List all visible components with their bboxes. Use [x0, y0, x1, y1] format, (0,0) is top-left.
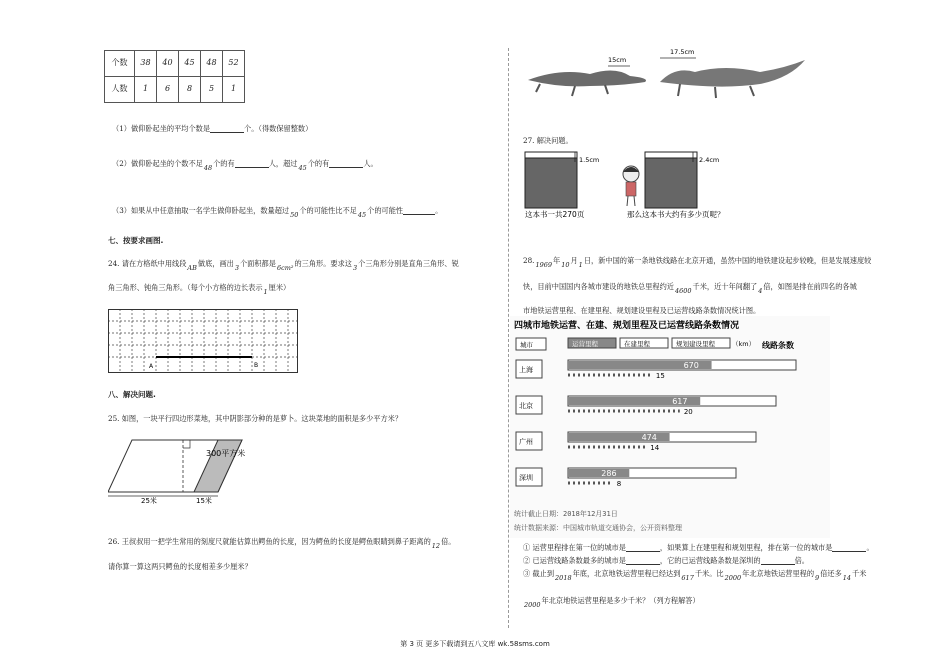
metro-chart	[510, 316, 830, 538]
q28-text: 千米，近十年间翻了	[692, 282, 758, 291]
book1-height: 1.5cm	[579, 156, 600, 164]
grid-paper[interactable]	[108, 309, 298, 373]
q28-sub-text: 。	[866, 543, 874, 552]
q28-num: 4600	[674, 287, 692, 295]
chart-title: 四城市地铁运营、在建、规划里程及已运营线路条数情况	[514, 321, 740, 331]
q28-sub-text: 倍还多	[820, 569, 842, 578]
q1-text: （1）做仰卧起坐的平均个数是	[112, 124, 211, 133]
q28-num: 2000	[524, 601, 541, 609]
city-label: 广州	[519, 438, 533, 446]
question-28	[523, 256, 923, 269]
q24-text: 个三角形分别是直角三角形、锐	[358, 259, 459, 268]
operating-bar	[568, 469, 629, 477]
legend-lines: 线路条数	[762, 341, 794, 350]
point-a-label: A	[149, 363, 154, 370]
table-people-cell: 8	[179, 77, 201, 103]
q24-text: 做底，画出	[197, 259, 234, 268]
city-label: 深圳	[519, 474, 533, 482]
city-label: 上海	[519, 366, 533, 374]
table-header-label: 个数	[105, 51, 135, 77]
question-3	[112, 206, 443, 219]
bar-value-label: 286	[601, 469, 617, 478]
table-row-label: 人数	[105, 77, 135, 103]
q2-text: 人，超过	[268, 159, 298, 168]
q28-sub2	[523, 556, 809, 565]
q28-text: 28.	[523, 256, 535, 265]
legend-unit: （km）	[732, 340, 756, 348]
q28-text: 年	[552, 256, 561, 265]
q24-text: 的三角形。要求这	[294, 259, 352, 268]
q2-text: 个的有	[213, 159, 235, 168]
q26-text: 26. 王叔叔用一把学生常用的刻度尺就能估算出鳄鱼的长度，因为鳄鱼的长度是鳄鱼眼睛到鼻子距离的	[108, 537, 431, 546]
point-b-label: B	[254, 362, 259, 369]
q24-text: 厘米）	[268, 283, 291, 292]
city-label: 北京	[519, 402, 533, 410]
bar-value-label: 474	[641, 433, 657, 442]
q28-sub-text: ③ 截止到	[523, 569, 555, 578]
question-27: 27. 解决问题。	[523, 136, 573, 145]
crocodile-images	[520, 46, 810, 111]
question-26	[108, 537, 503, 550]
q28-sub-text: 千米	[852, 569, 867, 578]
q3-text: （3）如果从中任意抽取一名学生做仰卧起坐，数量超过	[112, 206, 290, 215]
q28-text: 日，新中国的第一条地铁线路在北京开通，虽然中国的地铁建设起步较晚，但是发展速度较	[583, 256, 872, 265]
q2-text: 个的有	[307, 159, 330, 168]
question-1	[112, 124, 312, 133]
q28-sub-text: 年北京地铁运营里程是多少千米？（列方程解答）	[541, 596, 700, 605]
answer-blank[interactable]	[761, 556, 795, 565]
crocodile-2-icon	[660, 48, 805, 98]
q2-text: 人。	[363, 159, 378, 168]
answer-blank[interactable]	[210, 124, 244, 133]
question-26-line2: 请你算一算这两只鳄鱼的长度相差多少厘米？	[108, 562, 252, 571]
bar-value-label: 670	[683, 361, 699, 370]
q28-text: 快，目前中国国内各城市建设的地铁总里程约近	[523, 282, 674, 291]
q28-sub1	[523, 543, 933, 552]
parallelogram-figure	[108, 436, 248, 506]
croc1-measure: 15cm	[608, 56, 627, 64]
q26-text: 倍。	[441, 537, 456, 546]
crocodile-1-icon	[528, 56, 646, 96]
line-count-label: 15	[655, 372, 665, 380]
section-7-heading: 七、按要求画图.	[108, 236, 164, 245]
q28-num: 1	[578, 261, 583, 269]
question-28-line2	[523, 282, 923, 295]
q28-text: 倍，如图是排在前四名的各城	[763, 282, 857, 291]
q28-num: 10	[561, 261, 570, 269]
book2-height: 2.4cm	[699, 156, 720, 164]
q28-text: 月	[570, 256, 578, 265]
table-count-cell: 48	[201, 51, 223, 77]
q28-sub-text: 倍。	[794, 556, 809, 565]
q3-text: 个的可能性	[367, 206, 404, 215]
q24-num: 3	[353, 264, 358, 272]
question-25: 25. 如图，一块平行四边形菜地，其中阴影部分种的是萝卜。这块菜地的面积是多少平方米？	[108, 414, 403, 423]
q28-sub-text: ① 运营里程排在第一位的城市是	[523, 543, 626, 552]
q28-num: 2000	[724, 574, 742, 582]
q24-text: 角三角形、钝角三角形。（每个小方格的边长表示	[108, 283, 263, 292]
book1-caption: 这本书一共270页	[525, 210, 585, 219]
q24-text: 个面积都是	[239, 259, 276, 268]
answer-blank[interactable]	[626, 543, 660, 552]
q28-sub3-line2	[523, 596, 700, 609]
answer-blank[interactable]	[403, 206, 435, 215]
table-count-cell: 38	[135, 51, 157, 77]
q2-num: 48	[203, 164, 213, 172]
q28-num: 14	[842, 574, 852, 582]
chart-footer-source: 统计数据来源：中国城市轨道交通协会，公开资料整理	[514, 524, 682, 532]
q28-num: 617	[681, 574, 694, 582]
table-count-cell: 52	[223, 51, 245, 77]
q24-num: 3	[234, 264, 239, 272]
legend-planned: 规划建设里程	[676, 340, 715, 348]
table-people-cell: 5	[201, 77, 223, 103]
question-2	[112, 159, 378, 172]
page-footer: 第 3 页 更多下载请到五八文库 wk.58sms.com	[400, 640, 550, 648]
q28-sub-text: ，如果算上在建里程和规划里程，排在第一位的城市是	[659, 543, 833, 552]
question-24	[108, 259, 503, 272]
city-header: 城市	[520, 341, 533, 349]
book-1-icon	[525, 158, 577, 208]
q1-end: 个。（得数保留整数）	[244, 124, 313, 133]
legend-construction: 在建里程	[624, 340, 650, 348]
answer-blank[interactable]	[832, 543, 866, 552]
shaded-area-label: 300平方米	[206, 449, 246, 458]
q24-num: 6cm²	[276, 264, 294, 272]
q28-num: 1969	[535, 261, 552, 269]
q28-num: 2018	[555, 574, 572, 582]
legend-operating: 运营里程	[572, 340, 598, 348]
question-28-line3: 市地铁运营里程、在建里程、规划建设里程及已运营线路条数情况统计图。	[523, 306, 761, 315]
q28-num: 4	[758, 287, 763, 295]
q26-num: 12	[431, 542, 441, 550]
q2-num: 45	[298, 164, 307, 172]
q28-sub-text: ，它的已运营线路条数是深圳的	[659, 556, 761, 565]
q28-sub-text: 千米。比	[694, 569, 724, 578]
girl-icon	[623, 166, 639, 206]
width-15-label: 15米	[196, 497, 212, 505]
section-8-heading: 八、解决问题.	[108, 390, 156, 399]
q28-sub3	[523, 569, 933, 582]
q3-text: 个的可能性比不足	[299, 206, 357, 215]
answer-blank[interactable]	[626, 556, 660, 565]
q3-num: 45	[357, 211, 367, 219]
line-count-label: 14	[650, 444, 660, 452]
line-count-label: 8	[616, 480, 622, 488]
answer-blank[interactable]	[235, 159, 269, 168]
q24-text: 24. 请在方格纸中用线段	[108, 259, 187, 268]
q28-sub-text: 年北京地铁运营里程的	[742, 569, 815, 578]
q2-text: （2）做仰卧起坐的个数不足	[112, 159, 203, 168]
table-people-cell: 1	[135, 77, 157, 103]
q3-num: 50	[290, 211, 299, 219]
q28-sub-text: ② 已运营线路条数最多的城市是	[523, 556, 626, 565]
chart-footer-date: 统计截止日期：2018年12月31日	[514, 510, 618, 518]
book-2-icon	[645, 158, 697, 208]
width-25-label: 25米	[141, 497, 157, 505]
bar-value-label: 617	[672, 397, 688, 406]
croc2-measure: 17.5cm	[670, 48, 695, 56]
q3-text: 。	[435, 206, 443, 215]
column-divider	[508, 48, 509, 628]
question-24-line2	[108, 283, 291, 296]
answer-blank[interactable]	[329, 159, 363, 168]
book2-caption: 那么这本书大约有多少页呢？	[627, 210, 725, 219]
table-count-cell: 40	[157, 51, 179, 77]
table-count-cell: 45	[179, 51, 201, 77]
book-figure	[523, 148, 793, 220]
q24-num: 1	[263, 288, 268, 296]
table-people-cell: 1	[223, 77, 245, 103]
q28-num: 9	[815, 574, 820, 582]
q24-num: AB	[187, 264, 197, 272]
q28-sub-text: 年底，北京地铁运营里程已经达到	[572, 569, 681, 578]
table-people-cell: 6	[157, 77, 179, 103]
line-count-label: 20	[683, 408, 693, 416]
data-table	[104, 50, 245, 103]
